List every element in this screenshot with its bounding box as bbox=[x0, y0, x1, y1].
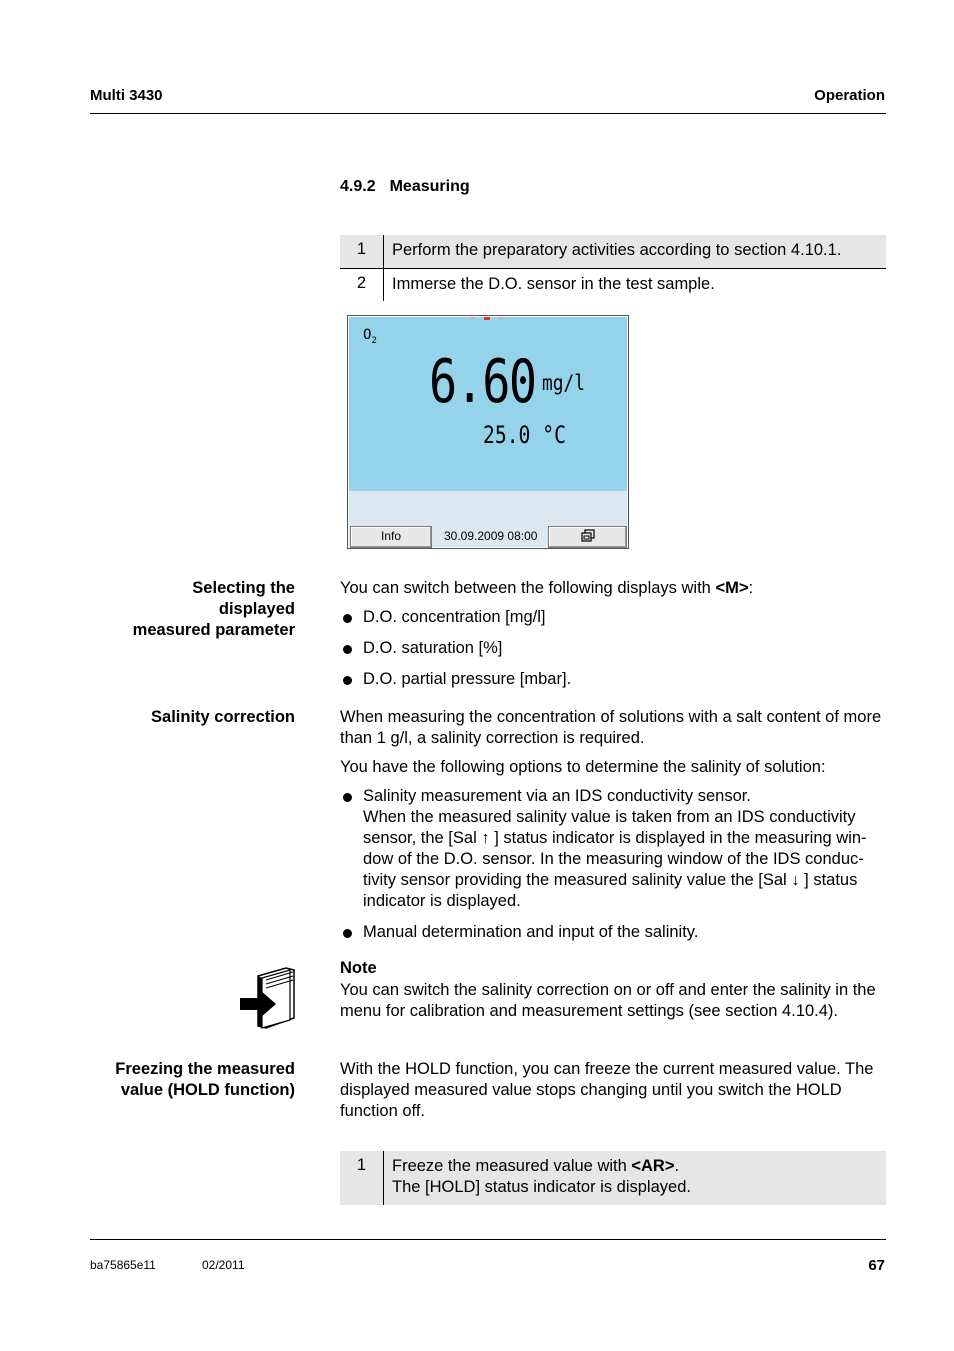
display-unit: mg/l bbox=[542, 371, 585, 395]
step-row bbox=[340, 1151, 886, 1205]
step-text: Perform the preparatory activities according to section 4.10.1. bbox=[392, 241, 842, 259]
section-heading: Measuring bbox=[389, 178, 470, 195]
step-row bbox=[340, 235, 886, 268]
window-stack-icon bbox=[580, 529, 596, 543]
side-label-hold: Freezing the measured value (HOLD function) bbox=[115, 1060, 295, 1099]
salinity-paragraph: You have the following options to determine the salinity of solution: bbox=[340, 758, 826, 776]
hold-text: With the HOLD function, you can freeze the current measured value. The displayed measured value stops changing until you switch the HOLD function off. bbox=[340, 1060, 874, 1120]
section-title bbox=[340, 178, 470, 196]
salinity-detail: When the measured salinity value is taken from an IDS conductivity sensor, the [Sal ↑ ] status indicator is displayed in the measuring win-dow of the D.O. sensor. In the measuring window of the IDS conduc-tivity sensor providing the measured salinity value the [Sal ↓ ] status indicator is displayed. bbox=[363, 808, 867, 910]
list-item: Manual determination and input of the salinity. bbox=[340, 922, 888, 943]
step-row bbox=[340, 269, 886, 301]
list-item: Salinity measurement via an IDS conductivity sensor. When the measured salinity value is taken from an IDS conductivity sensor, the [Sal ↑ ] status indicator is displayed in the measuring win-dow of the D.O. sensor. In the measuring window of the IDS conduc-tivity sensor providing the measured salinity value the [Sal ↓ ] status indicator is displayed. bbox=[340, 786, 888, 912]
display-parameter: $O_2$ bbox=[363, 327, 377, 346]
list-item: D.O. saturation [%] bbox=[340, 638, 888, 659]
note-text: You can switch the salinity correction on or off and enter the salinity in the menu for calibration and measurement settings (see section 4.10.4). bbox=[340, 981, 876, 1020]
side-label-salinity: Salinity correction bbox=[151, 708, 295, 726]
footer-date: 02/2011 bbox=[202, 1258, 245, 1272]
selecting-intro: You can switch between the following displays with <M>: bbox=[340, 579, 754, 597]
header-product: Multi 3430 bbox=[90, 87, 163, 104]
status-marker bbox=[471, 317, 475, 319]
list-item: D.O. partial pressure [mbar]. bbox=[340, 669, 888, 690]
header-chapter: Operation bbox=[814, 87, 885, 104]
side-label-selecting: Selecting the displayed measured parameter bbox=[132, 579, 295, 639]
meter-display bbox=[347, 315, 629, 549]
step-text: Freeze the measured value with <AR>. The [HOLD] status indicator is displayed. bbox=[392, 1157, 691, 1196]
selecting-body bbox=[340, 578, 888, 699]
footer-rule bbox=[90, 1239, 886, 1240]
display-measured-value: 6.60 bbox=[429, 347, 536, 417]
note-title: Note bbox=[340, 959, 377, 977]
info-softkey[interactable]: Info bbox=[350, 526, 432, 548]
list-item: D.O. concentration [mg/l] bbox=[340, 607, 888, 628]
salinity-paragraph: When measuring the concentration of solutions with a salt content of more than 1 g/l, a salinity correction is required. bbox=[340, 708, 882, 747]
display-temperature: 25.0 °C bbox=[483, 421, 566, 449]
step-number: 2 bbox=[340, 269, 384, 301]
steps-table-top bbox=[340, 235, 886, 301]
step-text: Immerse the D.O. sensor in the test sample. bbox=[392, 275, 715, 293]
steps-table-hold bbox=[340, 1151, 886, 1205]
manual-book-icon bbox=[238, 966, 298, 1032]
window-softkey[interactable] bbox=[548, 526, 627, 548]
step-number: 1 bbox=[340, 235, 384, 268]
page-number: 67 bbox=[868, 1257, 885, 1274]
section-number: 4.9.2 bbox=[340, 178, 376, 195]
salinity-body bbox=[340, 707, 888, 952]
footer-doc-number: ba75865e11 bbox=[90, 1258, 156, 1272]
step-number: 1 bbox=[340, 1151, 384, 1205]
status-marker bbox=[499, 317, 503, 319]
header-rule bbox=[90, 113, 886, 114]
status-marker-active bbox=[484, 317, 490, 320]
display-measuring-area bbox=[349, 317, 627, 491]
display-datetime: 30.09.2009 08:00 bbox=[444, 529, 538, 543]
